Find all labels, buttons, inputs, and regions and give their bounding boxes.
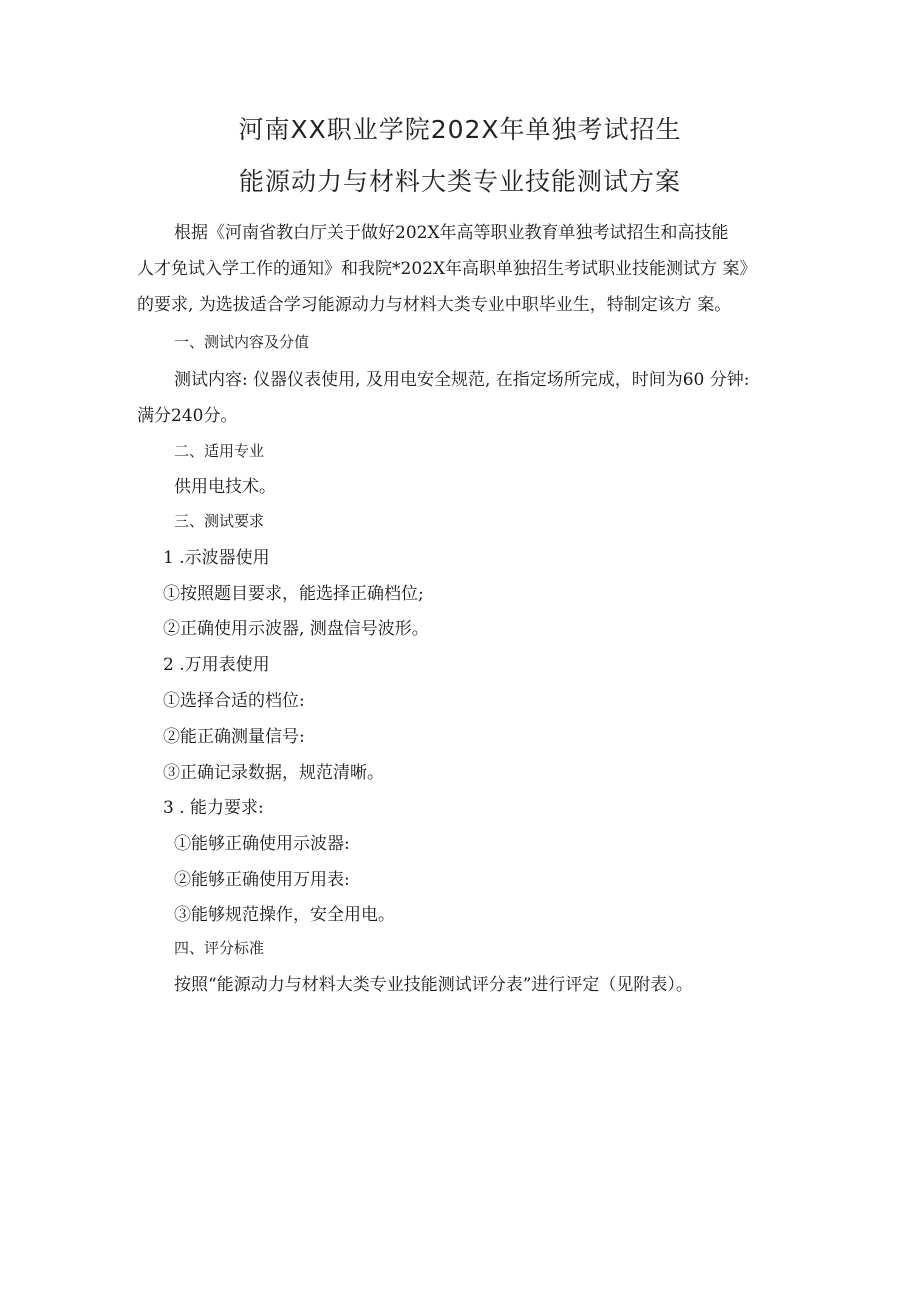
item-2-title: 2 .万用表使用 bbox=[163, 655, 270, 675]
section-4-line-1: 按照“能源动力与材料大类专业技能测试评分表”进行评定（见附表）。 bbox=[174, 975, 693, 995]
intro-line-3: 的要求, 为选拔适合学习能源动力与材料大类专业中职毕业生，特制定该方 案。 bbox=[137, 295, 732, 315]
title-line-2: 能源动力与材料大类专业技能测试方案 bbox=[238, 167, 681, 196]
item-3-title: 3 . 能力要求: bbox=[163, 798, 264, 818]
section-1-heading: 一、测试内容及分值 bbox=[174, 333, 310, 351]
intro-line-1: 根据《河南省教白厅关于做好202X年高等职业教育单独考试招生和高技能 bbox=[174, 223, 729, 243]
section-2-line-1: 供用电技术。 bbox=[174, 477, 276, 497]
item-1-title: 1 .示波器使用 bbox=[163, 548, 270, 568]
section-3-heading: 三、测试要求 bbox=[174, 512, 265, 530]
intro-line-2: 人才免试入学工作的通知》和我院*202X年高职单独招生考试职业技能测试方 案》 bbox=[137, 259, 757, 279]
item-1-sub-1: ①按照题目要求，能选择正确档位; bbox=[163, 584, 424, 604]
section-1-line-1: 测试内容: 仪器仪表使用, 及用电安全规范, 在指定场所完成，时间为60 分钟: bbox=[174, 370, 750, 390]
item-3-sub-1: ①能够正确使用示波器: bbox=[174, 834, 350, 854]
item-3-sub-2: ②能够正确使用万用表: bbox=[174, 870, 350, 890]
item-2-sub-1: ①选择合适的档位: bbox=[163, 691, 305, 711]
title-line-1: 河南XX职业学院202X年单独考试招生 bbox=[238, 115, 682, 144]
item-1-sub-2: ②正确使用示波器, 测盘信号波形。 bbox=[163, 619, 429, 639]
section-4-heading: 四、评分标准 bbox=[174, 939, 265, 957]
item-3-sub-3: ③能够规范操作，安全用电。 bbox=[174, 905, 395, 925]
item-2-sub-3: ③正确记录数据，规范清晰。 bbox=[163, 763, 384, 783]
item-2-sub-2: ②能正确测量信号: bbox=[163, 727, 305, 747]
section-1-line-2: 满分240分。 bbox=[137, 406, 238, 426]
section-2-heading: 二、适用专业 bbox=[174, 442, 265, 460]
